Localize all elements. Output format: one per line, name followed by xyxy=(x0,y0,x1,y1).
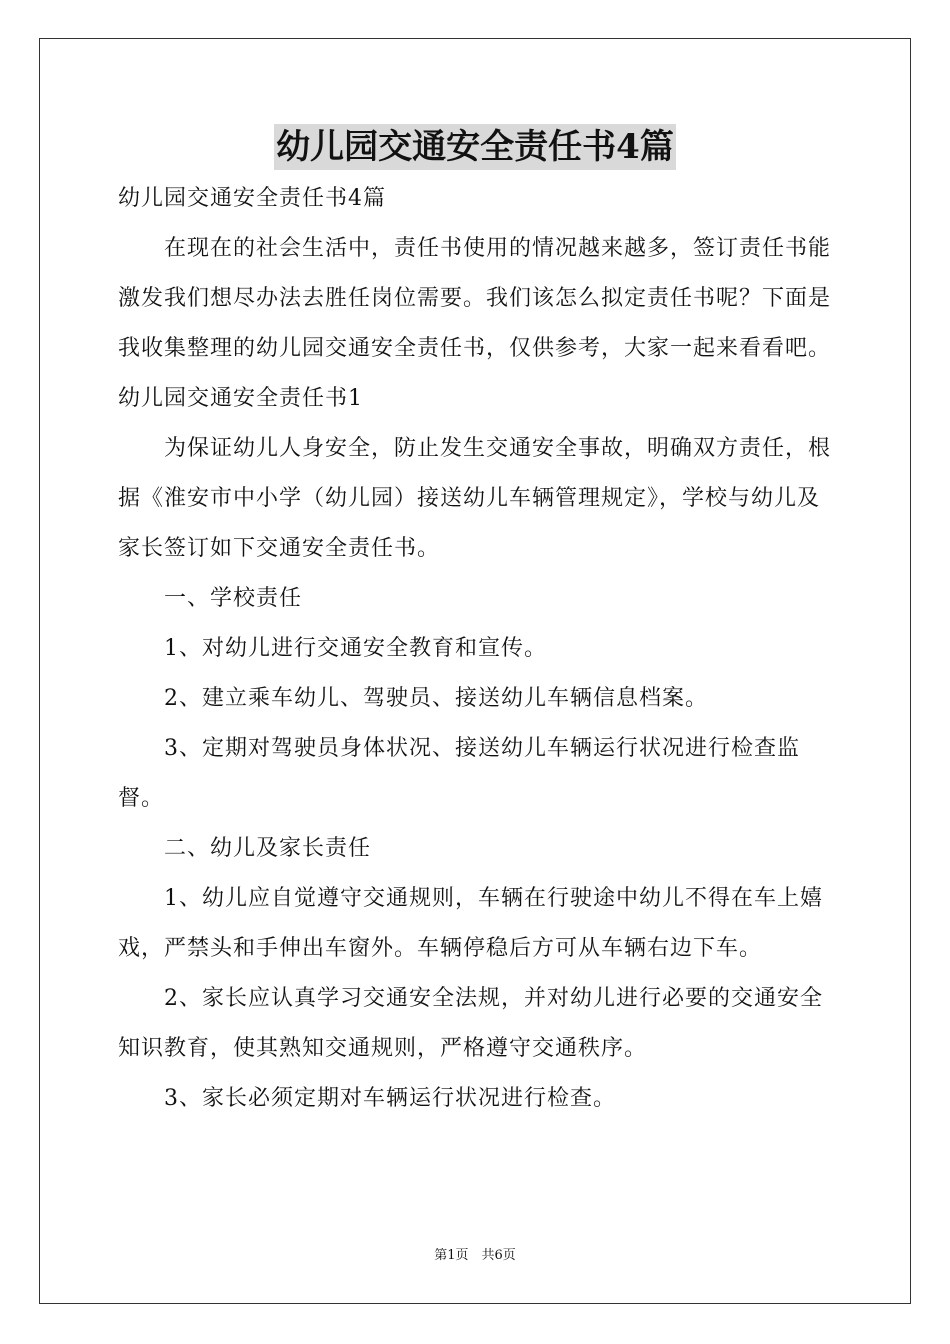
section-heading: 一、学校责任 xyxy=(164,586,303,611)
paragraph: 2、建立乘车幼儿、驾驶员、接送幼儿车辆信息档案。 xyxy=(164,686,708,711)
paragraph: 1、对幼儿进行交通安全教育和宣传。 xyxy=(164,636,547,661)
paragraph: 为保证幼儿人身安全，防止发生交通安全事故，明确双方责任，根据《淮安市中小学（幼儿园）接送幼儿车辆管理规定》，学校与幼儿及家长签订如下交通安全责任书。 xyxy=(118,436,832,561)
paragraph: 幼儿园交通安全责任书4篇 xyxy=(118,186,386,211)
paragraph: 3、定期对驾驶员身体状况、接送幼儿车辆运行状况进行检查监督。 xyxy=(118,736,800,811)
title-container xyxy=(0,124,950,170)
paragraph: 2、家长应认真学习交通安全法规，并对幼儿进行必要的交通安全知识教育，使其熟知交通规则，严格遵守交通秩序。 xyxy=(118,986,823,1061)
paragraph: 3、家长必须定期对车辆运行状况进行检查。 xyxy=(164,1086,616,1111)
paragraph: 在现在的社会生活中，责任书使用的情况越来越多，签订责任书能激发我们想尽办法去胜任岗位需要。我们该怎么拟定责任书呢？下面是我收集整理的幼儿园交通安全责任书，仅供参考，大家一起来看看吧。 xyxy=(118,236,832,361)
document-body xyxy=(118,174,838,1124)
page-footer xyxy=(0,1246,950,1266)
section-heading: 二、幼儿及家长责任 xyxy=(164,836,372,861)
paragraph: 1、幼儿应自觉遵守交通规则，车辆在行驶途中幼儿不得在车上嬉戏，严禁头和手伸出车窗外。车辆停稳后方可从车辆右边下车。 xyxy=(118,886,823,961)
document-title: 幼儿园交通安全责任书4篇 xyxy=(274,124,676,170)
page-number: 第1页 共6页 xyxy=(434,1248,516,1263)
paragraph: 幼儿园交通安全责任书1 xyxy=(118,386,363,411)
